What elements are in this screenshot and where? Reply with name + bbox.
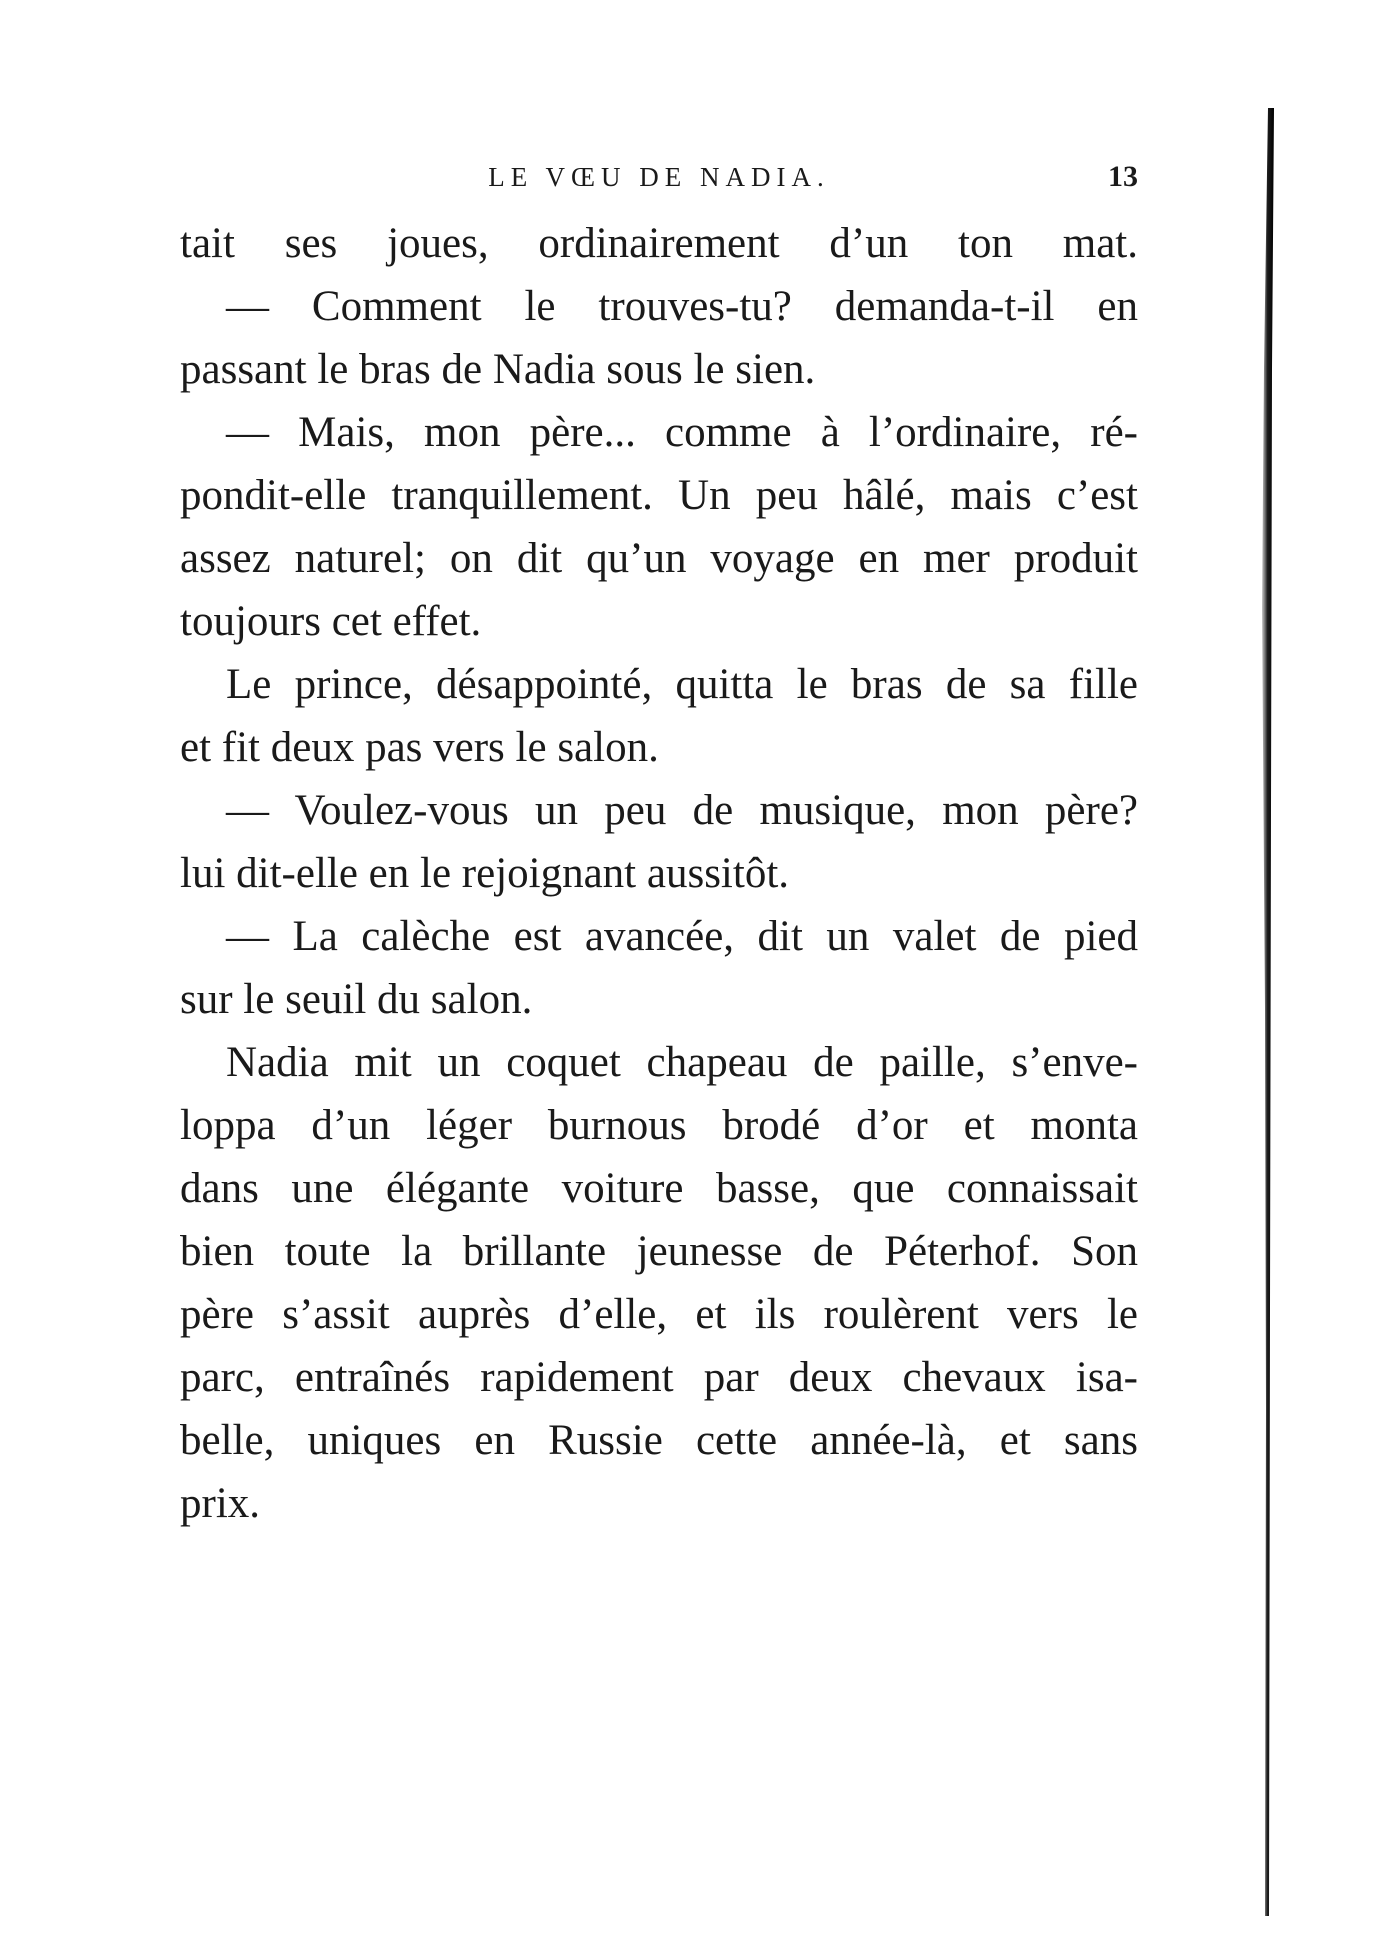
text-line: assez naturel; on dit qu’un voyage en mer produit [180, 535, 1138, 582]
text-line: — Comment le trouves-tu? demanda-t-il en [226, 283, 1138, 330]
running-title: LE VŒU DE NADIA. [488, 162, 830, 192]
text-line: — Voulez-vous un peu de musique, mon père? [226, 787, 1138, 834]
text-line: père s’assit auprès d’elle, et ils roulèrent vers le [180, 1291, 1138, 1338]
text-line: — La calèche est avancée, dit un valet de pied [226, 913, 1138, 960]
text-line: toujours cet effet. [180, 598, 482, 645]
text-line: lui dit-elle en le rejoignant aussitôt. [180, 850, 790, 897]
text-line: Le prince, désappointé, quitta le bras de sa fille [226, 661, 1138, 708]
binding-edge-shadow [1258, 108, 1276, 1916]
text-line: parc, entraînés rapidement par deux chevaux isa- [180, 1354, 1138, 1401]
text-line: dans une élégante voiture basse, que connaissait [180, 1165, 1138, 1212]
body-text [180, 212, 1138, 1535]
text-line: et fit deux pas vers le salon. [180, 724, 659, 771]
text-line: belle, uniques en Russie cette année-là, et sans [180, 1417, 1138, 1464]
running-head [180, 152, 1138, 202]
text-line: prix. [180, 1480, 261, 1527]
text-line: passant le bras de Nadia sous le sien. [180, 346, 816, 393]
text-line: pondit-elle tranquillement. Un peu hâlé, mais c’est [180, 472, 1138, 519]
text-line: tait ses joues, ordinairement d’un ton mat. [180, 220, 1138, 267]
text-line: bien toute la brillante jeunesse de Péterhof. Son [180, 1228, 1138, 1275]
text-line: Nadia mit un coquet chapeau de paille, s’enve- [226, 1039, 1138, 1086]
text-line: sur le seuil du salon. [180, 976, 533, 1023]
text-line: loppa d’un léger burnous brodé d’or et monta [180, 1102, 1138, 1149]
text-line: — Mais, mon père... comme à l’ordinaire, ré- [226, 409, 1138, 456]
page-number: 13 [1108, 160, 1138, 193]
